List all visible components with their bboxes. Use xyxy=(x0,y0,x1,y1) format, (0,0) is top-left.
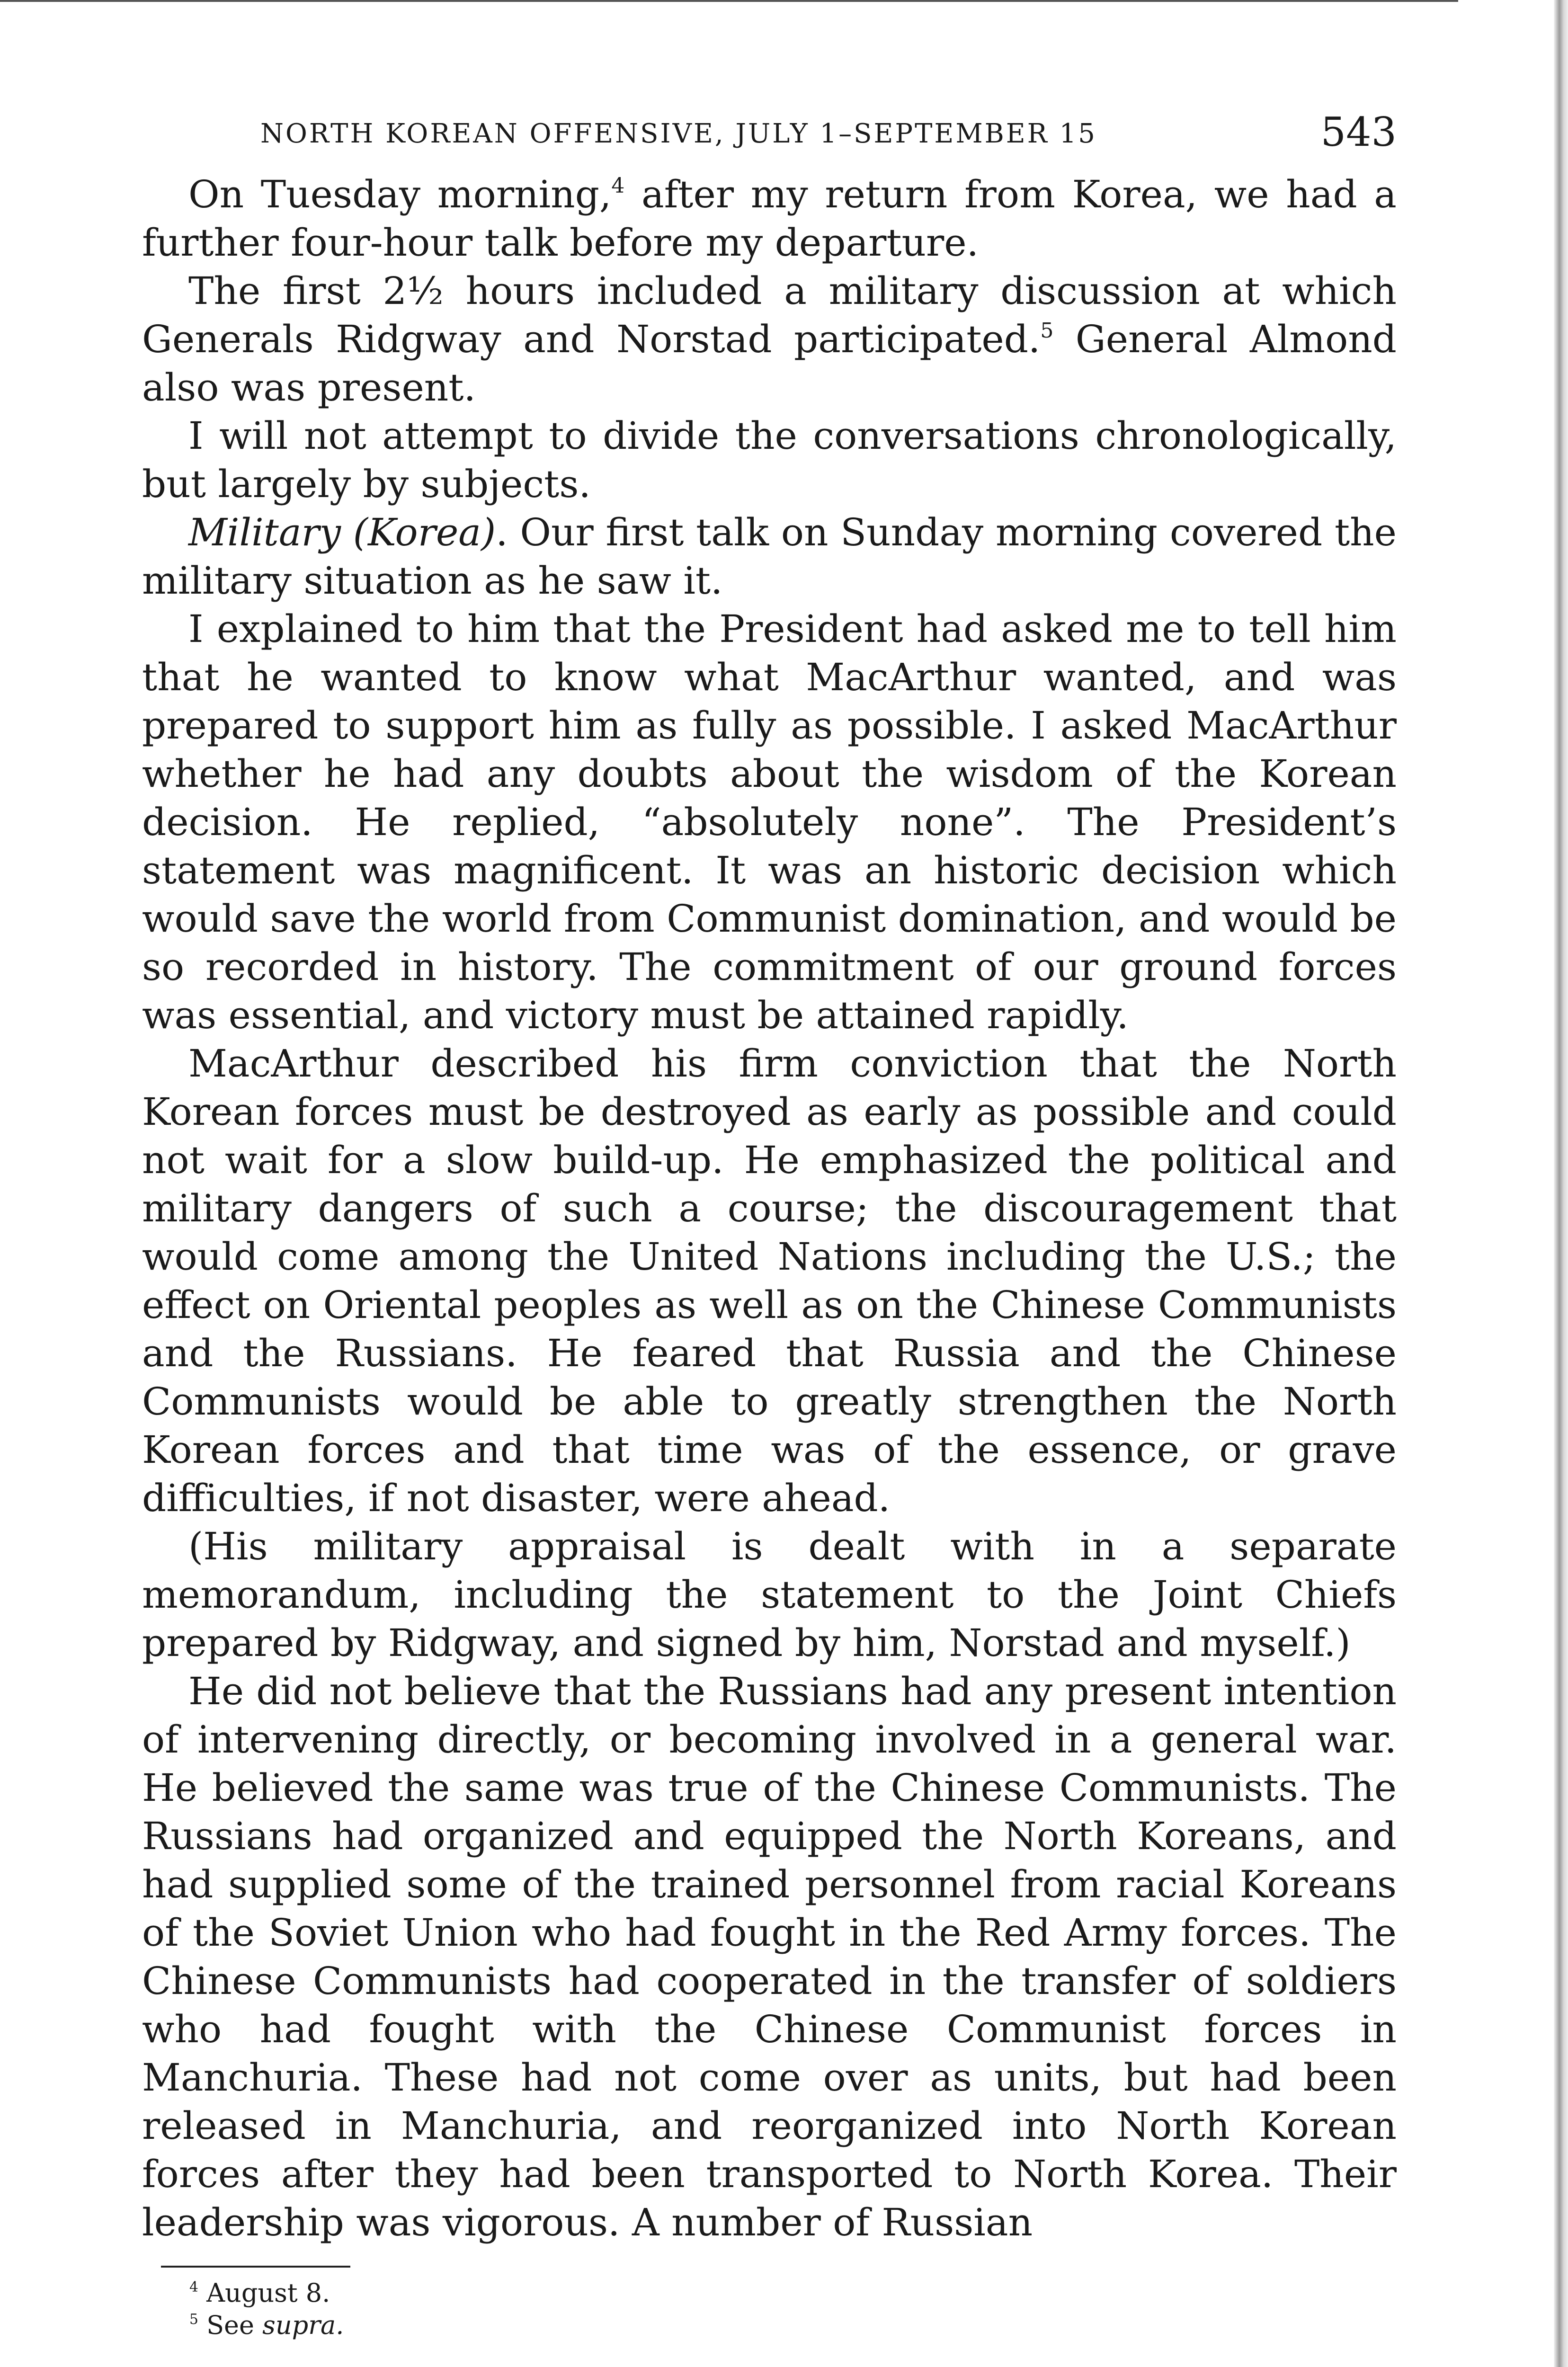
footnote-ref-5: 5 xyxy=(1040,319,1054,343)
paragraph-2 xyxy=(142,267,1397,412)
footnote-divider xyxy=(161,2266,350,2268)
footnote-text: August 8. xyxy=(206,2278,330,2308)
footnote-ref-4: 4 xyxy=(611,174,625,198)
paragraph-6: MacArthur described his firm conviction that the North Korean forces must be destroyed as early as possible and could not wait for a slow build-up. He emphasized the political and military dangers of such a course; the discouragement that would come among the United Nations including the U.S.; the effect on Oriental peoples as well as on the Chinese Communists and the Russians. He feared that Russia and the Chinese Communists would be able to greatly strengthen the North Korean forces and that time was of the essence, or grave difficulties, if not disaster, were ahead. xyxy=(142,1041,1397,1520)
footnote-5 xyxy=(189,2309,1397,2341)
page-number: 543 xyxy=(1320,109,1397,155)
paragraph-2-text-cont: General Almond also was present. xyxy=(142,317,1397,409)
paragraph-3: I will not attempt to divide the conversations chronologically, but largely by subjects. xyxy=(142,414,1397,506)
footnotes xyxy=(189,2277,1397,2341)
body-text xyxy=(142,170,1397,2247)
section-heading-military-korea: Military (Korea) xyxy=(188,510,496,554)
paragraph-1-text-cont: after my return from Korea, we had a further four-hour talk before my departure. xyxy=(142,172,1397,265)
paragraph-7: (His military appraisal is dealt with in a separate memorandum, including the statement to the Joint Chiefs prepared by Ridgway, and signed by him, Norstad and myself.) xyxy=(142,1524,1397,1665)
paragraph-5: I explained to him that the President had asked me to tell him that he wanted to know what MacArthur wanted, and was prepared to support him as fully as possible. I asked MacArthur whether he had any doubts about the wisdom of the Korean decision. He replied, “absolutely none”. The President’s statement was magnificent. It was an historic decision which would save the world from Communist domination, and would be so recorded in history. The commitment of our ground forces was essential, and victory must be attained rapidly. xyxy=(142,607,1397,1037)
document-page xyxy=(142,99,1397,2341)
paragraph-1-text: On Tuesday morning, xyxy=(188,172,612,216)
paragraph-8: He did not believe that the Russians had any present intention of intervening directly, or becoming involved in a general war. He believed the same was true of the Chinese Communists. The Russians had organized and equipped the North Koreans, and had supplied some of the trained personnel from racial Koreans of the Soviet Union who had fought in the Red Army forces. The Chinese Communists had cooperated in the transfer of soldiers who had fought with the Chinese Communist forces in Manchuria. These had not come over as units, but had been released in Manchuria, and reorganized into North Korean forces after they had been transported to North Korea. Their leadership was vigorous. A number of Russian xyxy=(142,1669,1397,2244)
footnote-mark: 4 xyxy=(189,2279,198,2296)
paragraph-1 xyxy=(142,170,1397,267)
scan-binding-edge xyxy=(1554,0,1568,2367)
footnote-emphasis: supra. xyxy=(262,2310,344,2340)
running-head-title: NORTH KOREAN OFFENSIVE, JULY 1–SEPTEMBER 15 xyxy=(260,118,1097,149)
footnote-4 xyxy=(189,2277,1397,2309)
paragraph-4 xyxy=(142,508,1397,605)
footnote-text: See xyxy=(206,2310,263,2340)
running-head xyxy=(142,99,1397,170)
scan-top-edge xyxy=(0,0,1458,2)
footnote-mark: 5 xyxy=(189,2311,198,2328)
paragraph-4-text: . Our first talk on Sunday morning covered the military situation as he saw it. xyxy=(142,510,1397,603)
paragraph-2-text: The first 2½ hours included a military discussion at which Generals Ridgway and Norstad participated. xyxy=(142,269,1397,361)
